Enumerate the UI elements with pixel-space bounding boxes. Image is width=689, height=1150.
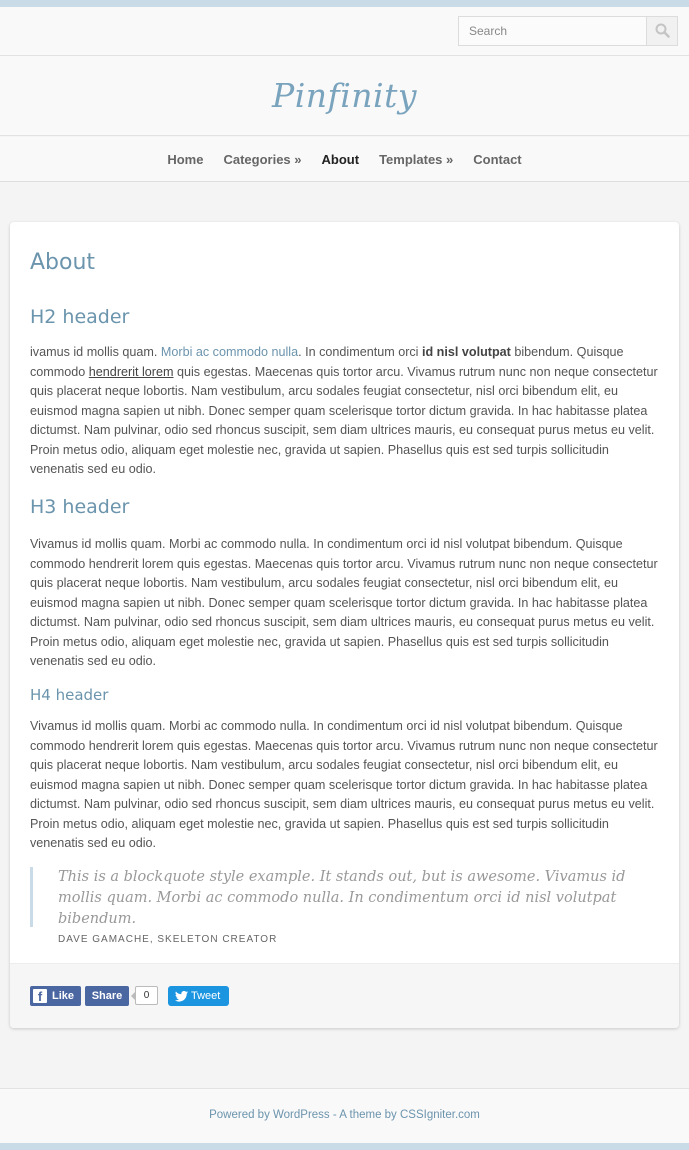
social-bar [10, 963, 679, 1028]
facebook-like-button[interactable] [30, 986, 81, 1006]
search-button[interactable] [646, 17, 677, 45]
twitter-bird-icon [175, 991, 188, 1002]
underlined-text: hendrerit lorem [88, 364, 174, 379]
paragraph-3: Vivamus id mollis quam. Morbi ac commodo nulla. In condimentum orci id nisl volutpat bibendum. Quisque commodo hendrerit lorem quis egestas. Maecenas quis tortor arcu. Vivamus rutrum nunc non neque consectetur quis placerat neque lobortis. Nam vestibulum, arcu sodales feugiat consectetur, nisl orci bibendum elit, eu euismod magna sapien ut nibh. Donec semper quam scelerisque tortor dictum gravida. In hac habitasse platea dictumst. Nam pulvinar, odio sed rhoncus suscipit, sem diam ultrices mauris, eu consequat purus metus eu velit. Proin metus odio, aliquam eget molestie nec, gravida ut sapien. Phasellus quis est sed turpis sollicitudin venenatis sed eu odio. [30, 719, 658, 850]
paragraph-text: . In condimentum orci [298, 345, 422, 359]
nav-item-templates[interactable]: Templates » [379, 151, 454, 167]
nav-item-about[interactable]: About [321, 151, 360, 167]
content-card [10, 222, 679, 1028]
nav-item-contact[interactable]: Contact [473, 151, 522, 167]
top-accent-bar [0, 0, 689, 7]
share-count: 0 [135, 986, 158, 1005]
top-strip [0, 7, 689, 56]
paragraph-text: quis egestas. Maecenas quis tortor arcu. Vivamus rutrum nunc non neque consectetur quis placerat neque lobortis. Nam vestibulum, arcu sodales feugiat consectetur, nisl orci bibendum elit, eu euismod magna sapien ut nibh. Donec semper quam scelerisque tortor dictum gravida. In hac habitasse platea dictumst. Nam pulvinar, odio sed rhoncus suscipit, sem diam ultrices mauris, eu consequat purus metus eu velit. Proin metus odio, aliquam eget molestie nec, gravida ut sapien. Phasellus quis est sed turpis sollicitudin venenatis sed eu odio. [30, 364, 658, 476]
blockquote-cite: DAVE GAMACHE, SKELETON CREATOR [58, 934, 278, 945]
site-footer [0, 1088, 689, 1143]
footer-credits-link[interactable]: Powered by WordPress - A theme by CSSIgniter.com [209, 1109, 480, 1121]
search-icon [655, 23, 670, 38]
page-title: About [30, 250, 96, 275]
h3-heading: H3 header [30, 496, 130, 518]
blockquote-text: This is a blockquote style example. It stands out, but is awesome. Vivamus id mollis quam. Morbi ac commodo nulla. In condimentum orci id nisl volutpat bibendum. [58, 869, 626, 927]
bold-text: id nisl volutpat [421, 345, 511, 359]
bottom-accent-bar [0, 1143, 689, 1150]
paragraph-2: Vivamus id mollis quam. Morbi ac commodo nulla. In condimentum orci id nisl volutpat bibendum. Quisque commodo hendrerit lorem quis egestas. Maecenas quis tortor arcu. Vivamus rutrum nunc non neque consectetur quis placerat neque lobortis. Nam vestibulum, arcu sodales feugiat consectetur, nisl orci bibendum elit, eu euismod magna sapien ut nibh. Donec semper quam scelerisque tortor dictum gravida. In hac habitasse platea dictumst. Nam pulvinar, odio sed rhoncus suscipit, sem diam ultrices mauris, eu consequat purus metus eu velit. Proin metus odio, aliquam eget molestie nec, gravida ut sapien. Phasellus quis est sed turpis sollicitudin venenatis sed eu odio. [30, 537, 658, 668]
search-form [458, 16, 678, 46]
paragraph-text: bibendum. Quisque commodo [30, 345, 624, 379]
paragraph-1 [30, 343, 660, 480]
facebook-share-button[interactable]: Share [85, 986, 129, 1006]
h4-heading: H4 header [30, 686, 109, 704]
tweet-label: Tweet [191, 990, 221, 1002]
blockquote [30, 867, 660, 945]
logo-area [0, 56, 689, 136]
nav-item-home[interactable]: Home [167, 151, 204, 167]
h2-heading: H2 header [30, 306, 130, 328]
search-input[interactable] [459, 17, 646, 45]
tweet-button[interactable] [168, 986, 229, 1006]
paragraph-link[interactable]: Morbi ac commodo nulla [160, 345, 299, 359]
site-logo[interactable]: Pinfinity [272, 76, 417, 115]
nav-item-categories[interactable]: Categories » [223, 151, 302, 167]
main-nav [0, 137, 689, 182]
facebook-icon: f [33, 989, 47, 1003]
like-label: Like [52, 990, 75, 1002]
paragraph-text: ivamus id mollis quam. [30, 345, 161, 359]
